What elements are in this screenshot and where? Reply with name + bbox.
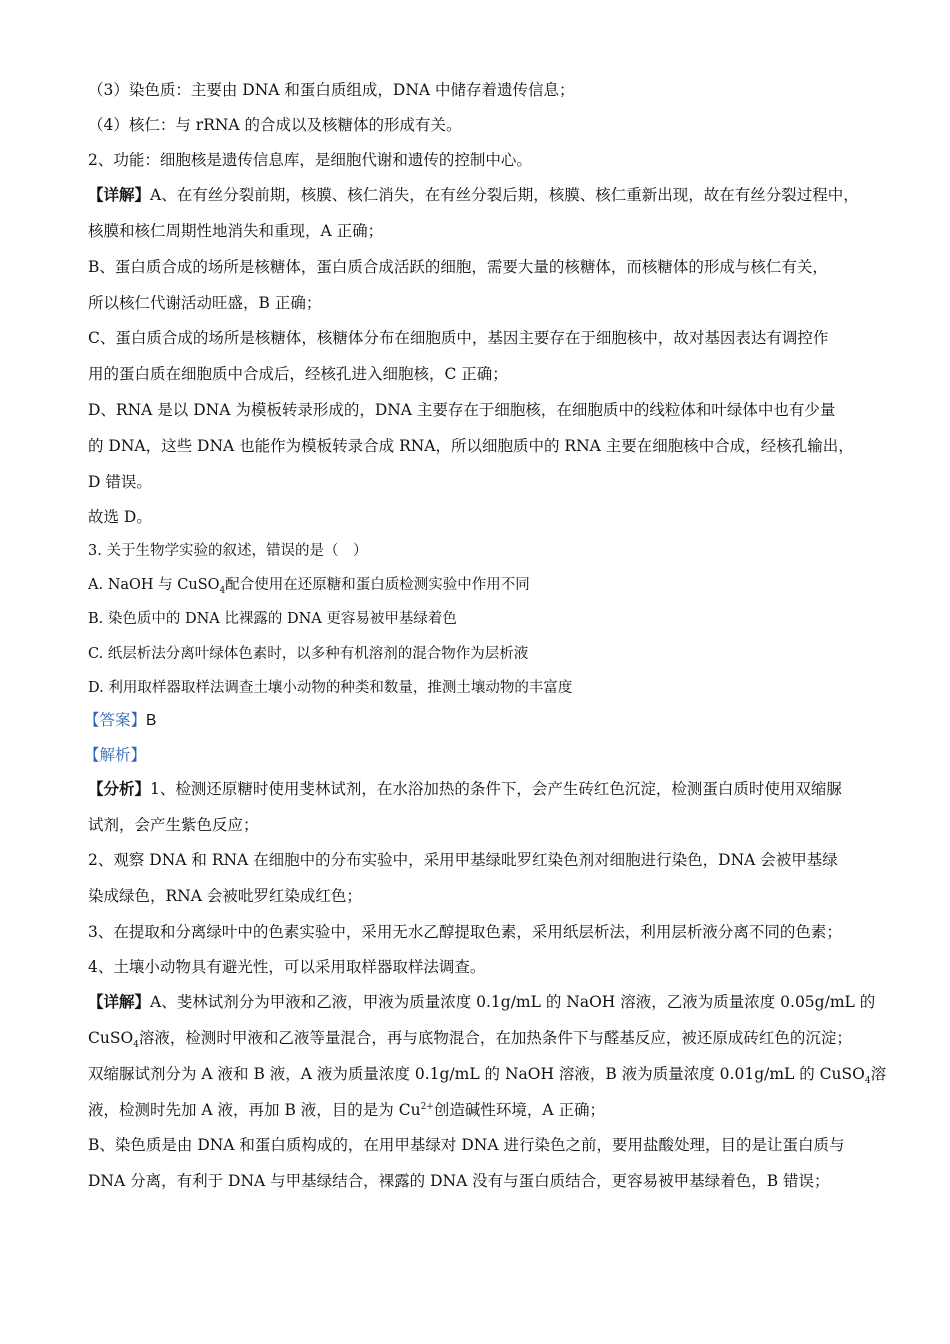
analysis-paragraph-line — [88, 778, 878, 800]
text-line: 4、土壤小动物具有避光性，可以采用取样器取样法调查。 — [88, 958, 486, 976]
text-line: （4）核仁：与 rRNA 的合成以及核糖体的形成有关。 — [88, 116, 462, 134]
text-line: 2、功能：细胞核是遗传信息库，是细胞代谢和遗传的控制中心。 — [88, 151, 532, 169]
text-line: C、蛋白质合成的场所是核糖体，核糖体分布在细胞质中，基因主要存在于细胞核中，故对基因表达有调控作 — [88, 329, 829, 347]
detail-paragraph-line — [88, 991, 878, 1013]
text-span: CuSO — [88, 1029, 134, 1047]
text-line: 核膜和核仁周期性地消失和重现，A 正确； — [88, 222, 384, 240]
answer-line — [84, 709, 878, 732]
subscript: 4 — [864, 1076, 871, 1087]
text-line: 用的蛋白质在细胞质中合成后，经核孔进入细胞核，C 正确； — [88, 365, 508, 383]
text-line: 2、观察 DNA 和 RNA 在细胞中的分布实验中，采用甲基绿吡罗红染色剂对细胞进行染色，DNA 会被甲基绿 — [88, 851, 838, 869]
text-line: 3、在提取和分离绿叶中的色素实验中，采用无水乙醇提取色素，采用纸层析法，利用层析液分离不同的色素； — [88, 923, 842, 941]
text-span: 液，检测时先加 A 液，再加 B 液，目的是为 Cu — [88, 1101, 421, 1119]
detail-paragraph-line — [88, 184, 878, 206]
subscript: 4 — [133, 1040, 139, 1051]
text-span: 双缩脲试剂分为 A 液和 B 液，A 液为质量浓度 0.1g/mL 的 NaOH 溶液，B 液为质量浓度 0.01g/mL 的 CuSO — [88, 1065, 865, 1083]
option-d: D. 利用取样器取样法调查土壤小动物的种类和数量，推测土壤动物的丰富度 — [88, 680, 573, 696]
text-line: D、RNA 是以 DNA 为模板转录形成的，DNA 主要存在于细胞核，在细胞质中的线粒体和叶绿体中也有少量 — [88, 401, 836, 419]
option-a — [88, 574, 878, 596]
text-span: A、斐林试剂分为甲液和乙液，甲液为质量浓度 0.1g/mL 的 NaOH 溶液，乙液为质量浓度 0.05g/mL 的 — [150, 993, 876, 1011]
answer-value: B — [146, 712, 157, 729]
detail-tag: 【详解】 — [88, 992, 151, 1011]
text-span: 配合使用在还原糖和蛋白质检测实验中作用不同 — [225, 577, 530, 593]
text-span: 溶液，检测时甲液和乙液等量混合，再与底物混合，在加热条件下与醛基反应，被还原成砖红色的沉淀； — [138, 1029, 852, 1047]
option-b: B. 染色质中的 DNA 比裸露的 DNA 更容易被甲基绿着色 — [88, 611, 457, 627]
detail-tag: 【详解】 — [88, 185, 151, 204]
text-line: 所以核仁代谢活动旺盛，B 正确； — [88, 294, 322, 312]
text-span: A、在有丝分裂前期，核膜、核仁消失，在有丝分裂后期，核膜、核仁重新出现，故在有丝分裂过程中， — [150, 186, 859, 204]
text-line: 染成绿色，RNA 会被吡罗红染成红色； — [88, 887, 362, 905]
analysis-heading: 【解析】 — [84, 746, 147, 764]
question-stem: 3. 关于生物学实验的叙述，错误的是（ ） — [88, 543, 368, 559]
text-line: B、蛋白质合成的场所是核糖体，蛋白质合成活跃的细胞，需要大量的核糖体，而核糖体的形成与核仁有关， — [88, 258, 828, 276]
text-line: （3）染色质：主要由 DNA 和蛋白质组成，DNA 中储存着遗传信息； — [88, 81, 575, 99]
subscript: 4 — [219, 585, 226, 596]
text-line: B、染色质是由 DNA 和蛋白质构成的，在用甲基绿对 DNA 进行染色之前，要用盐酸处理，目的是让蛋白质与 — [88, 1136, 845, 1154]
superscript: 2+ — [420, 1101, 434, 1112]
text-span: 1、检测还原糖时使用斐林试剂，在水浴加热的条件下，会产生砖红色沉淀，检测蛋白质时使用双缩脲 — [150, 780, 842, 798]
answer-tag: 【答案】 — [84, 711, 147, 729]
text-line — [88, 1063, 887, 1087]
text-line: 故选 D。 — [88, 508, 152, 526]
text-span: 创造碱性环境，A 正确； — [433, 1101, 605, 1119]
text-line — [88, 1099, 878, 1121]
text-span: 溶 — [870, 1065, 887, 1083]
text-line: 试剂，会产生紫色反应； — [88, 816, 259, 834]
text-span: A. NaOH 与 CuSO — [88, 577, 220, 593]
analysis-tag: 【分析】 — [88, 779, 151, 798]
text-line: DNA 分离，有利于 DNA 与甲基绿结合，裸露的 DNA 没有与蛋白质结合，更容易被甲基绿着色，B 错误； — [88, 1172, 830, 1190]
text-line: D 错误。 — [88, 473, 152, 491]
text-line: 的 DNA，这些 DNA 也能作为模板转录合成 RNA，所以细胞质中的 RNA 主要在细胞核中合成，经核孔输出， — [88, 437, 854, 455]
option-c: C. 纸层析法分离叶绿体色素时，以多种有机溶剂的混合物作为层析液 — [88, 646, 529, 662]
text-line — [88, 1027, 878, 1049]
